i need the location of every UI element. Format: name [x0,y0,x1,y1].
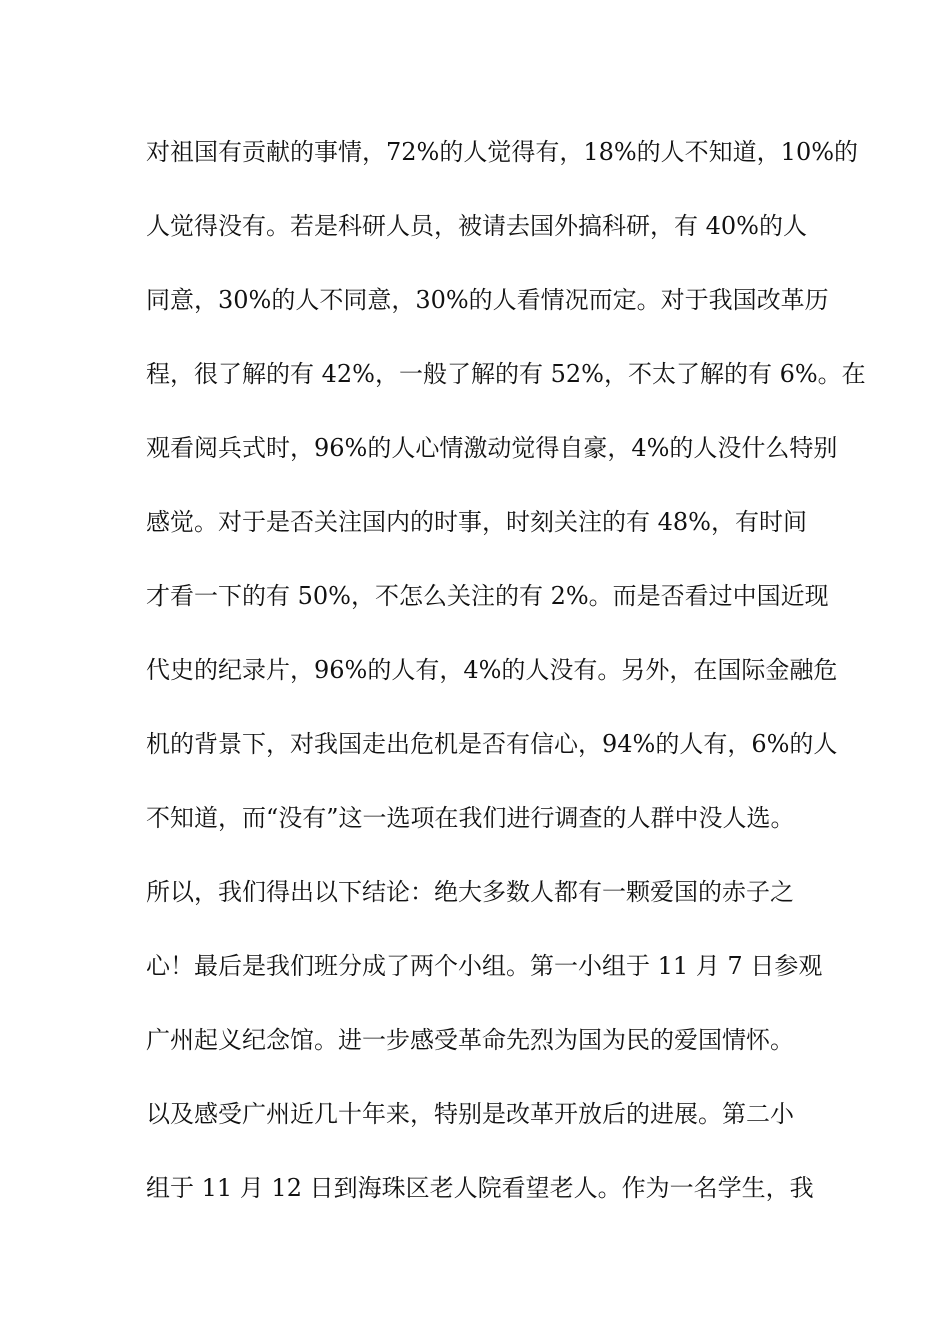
text-line: 以及感受广州近几十年来，特别是改革开放后的进展。第二小 [146,1100,794,1128]
text-line: 组于 11 月 12 日到海珠区老人院看望老人。作为一名学生，我 [146,1174,814,1202]
text-line: 代史的纪录片，96%的人有，4%的人没有。另外，在国际金融危 [146,656,838,684]
text-line: 机的背景下，对我国走出危机是否有信心，94%的人有，6%的人 [146,730,838,758]
text-line: 所以，我们得出以下结论：绝大多数人都有一颗爱国的赤子之 [146,878,794,906]
text-line: 才看一下的有 50%，不怎么关注的有 2%。而是否看过中国近现 [146,582,829,610]
text-line: 程，很了解的有 42%，一般了解的有 52%，不太了解的有 6%。在 [146,360,866,388]
text-line: 同意，30%的人不同意，30%的人看情况而定。对于我国改革历 [146,286,829,314]
text-line: 人觉得没有。若是科研人员，被请去国外搞科研，有 40%的人 [146,212,807,240]
text-line: 感觉。对于是否关注国内的时事，时刻关注的有 48%，有时间 [146,508,807,536]
text-line: 心！最后是我们班分成了两个小组。第一小组于 11 月 7 日参观 [146,952,823,980]
body-text [146,130,866,1240]
text-line: 观看阅兵式时，96%的人心情激动觉得自豪，4%的人没什么特别 [146,434,838,462]
text-line: 广州起义纪念馆。进一步感受革命先烈为国为民的爱国情怀。 [146,1026,794,1054]
text-line: 对祖国有贡献的事情，72%的人觉得有，18%的人不知道，10%的 [146,138,859,166]
text-line: 不知道，而“没有”这一选项在我们进行调查的人群中没人选。 [146,804,795,832]
